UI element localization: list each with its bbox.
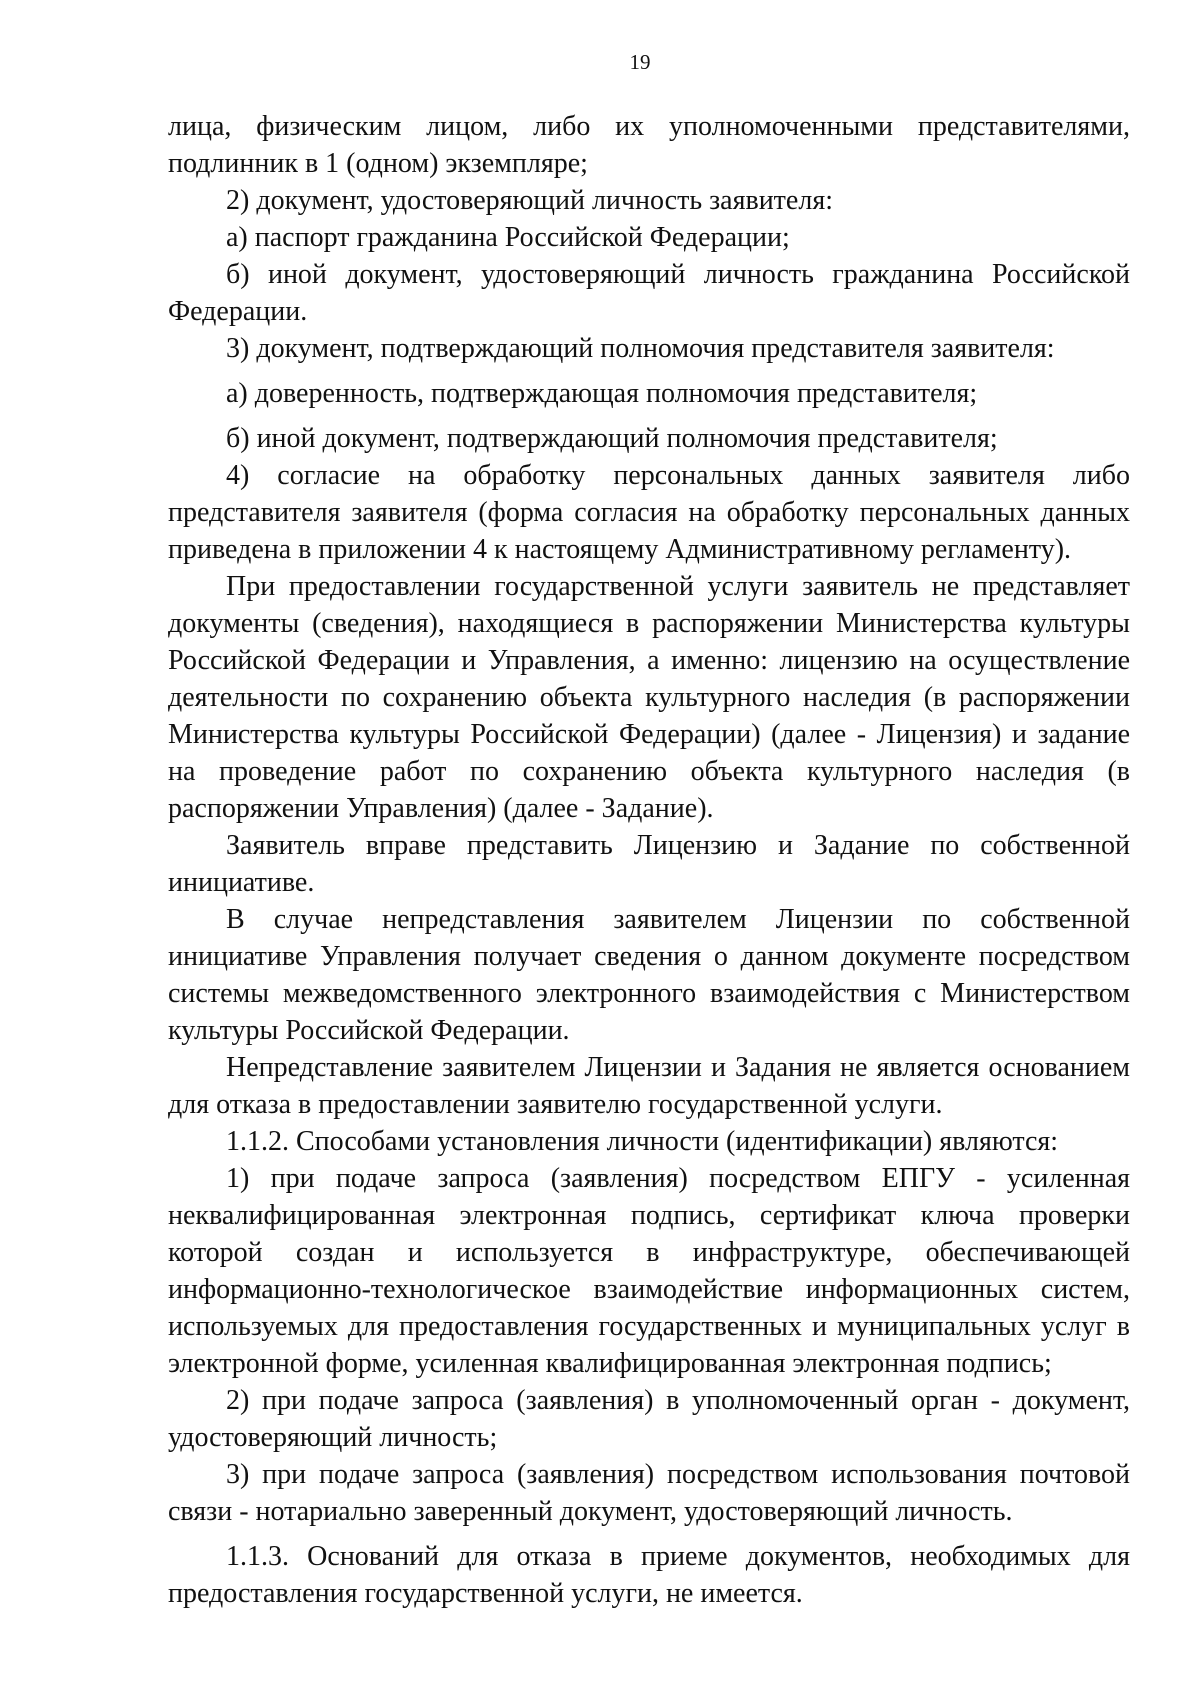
- paragraph: 1) при подаче запроса (заявления) посредством ЕПГУ - усиленная неквалифицированная электронная подпись, сертификат ключа проверки которой создан и используется в инфраструктуре, обеспечивающей информационно-технологическое взаимодействие информационных систем, используемых для предоставления государственных и муниципальных услуг в электронной форме, усиленная квалифицированная электронная подпись;: [168, 1163, 1130, 1379]
- paragraph: а) доверенность, подтверждающая полномочия представителя;: [226, 378, 978, 409]
- paragraph: 4) согласие на обработку персональных данных заявителя либо представителя заявителя (форма согласия на обработку персональных данных приведена в приложении 4 к настоящему Административному регламенту).: [168, 460, 1130, 565]
- paragraph: 3) документ, подтверждающий полномочия представителя заявителя:: [226, 333, 1055, 364]
- paragraph: 1.1.2. Способами установления личности (идентификации) являются:: [226, 1126, 1059, 1157]
- paragraph: В случае непредставления заявителем Лицензии по собственной инициативе Управления получает сведения о данном документе посредством системы межведомственного электронного взаимодействия с Министерством культуры Российской Федерации.: [168, 904, 1130, 1046]
- paragraph: а) паспорт гражданина Российской Федерации;: [226, 222, 790, 253]
- document-body: [168, 108, 1130, 1612]
- paragraph: Заявитель вправе представить Лицензию и Задание по собственной инициативе.: [168, 830, 1130, 898]
- paragraph: Непредставление заявителем Лицензии и Задания не является основанием для отказа в предоставлении заявителю государственной услуги.: [168, 1052, 1130, 1120]
- paragraph: б) иной документ, подтверждающий полномочия представителя;: [226, 423, 998, 454]
- paragraph: лица, физическим лицом, либо их уполномоченными представителями, подлинник в 1 (одном) экземпляре;: [168, 111, 1130, 179]
- paragraph: б) иной документ, удостоверяющий личность гражданина Российской Федерации.: [168, 259, 1130, 327]
- paragraph: 2) документ, удостоверяющий личность заявителя:: [226, 185, 833, 216]
- paragraph: 1.1.3. Оснований для отказа в приеме документов, необходимых для предоставления государственной услуги, не имеется.: [168, 1541, 1130, 1609]
- paragraph: 2) при подаче запроса (заявления) в уполномоченный орган - документ, удостоверяющий личность;: [168, 1385, 1130, 1453]
- page-number: 19: [629, 50, 651, 74]
- paragraph: При предоставлении государственной услуги заявитель не представляет документы (сведения), находящиеся в распоряжении Министерства культуры Российской Федерации и Управления, а именно: лицензию на осуществление деятельности по сохранению объекта культурного наследия (в распоряжении Министерства культуры Российской Федерации) (далее - Лицензия) и задание на проведение работ по сохранению объекта культурного наследия (в распоряжении Управления) (далее - Задание).: [168, 571, 1130, 824]
- paragraph: 3) при подаче запроса (заявления) посредством использования почтовой связи - нотариально заверенный документ, удостоверяющий личность.: [168, 1459, 1130, 1527]
